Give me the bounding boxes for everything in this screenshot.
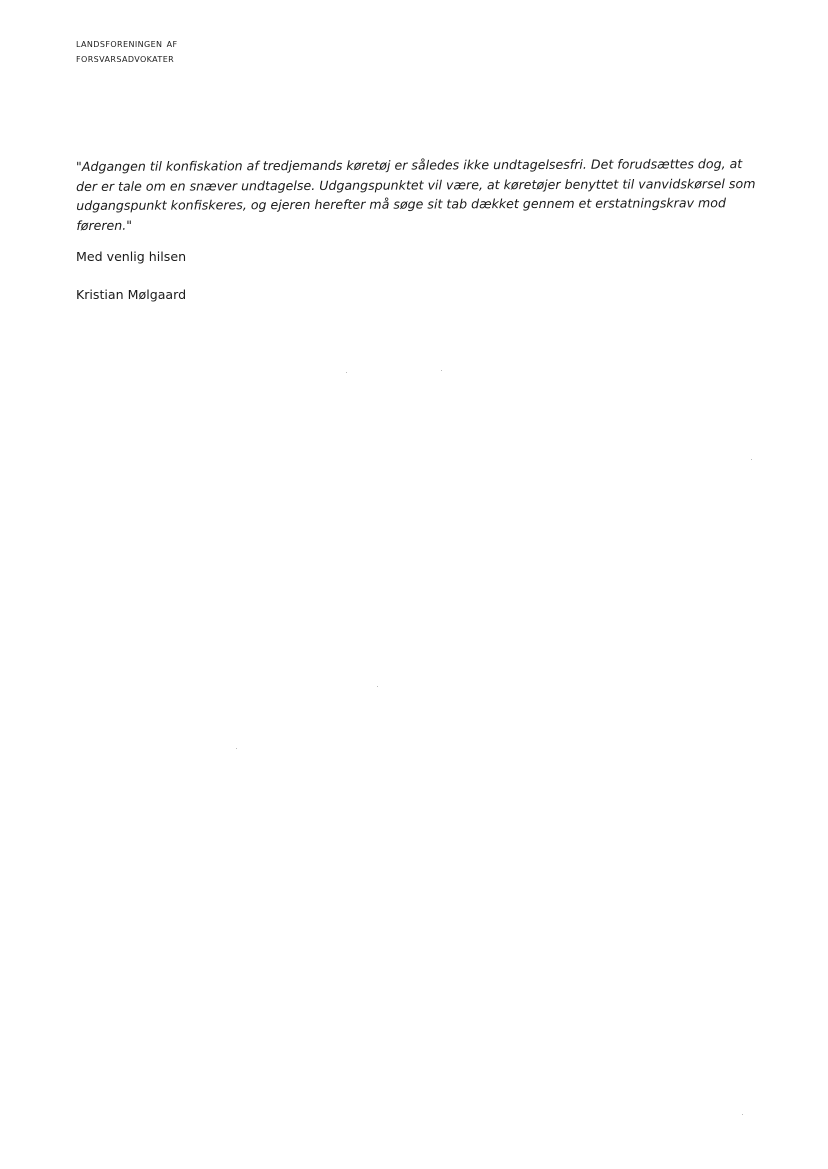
scan-speck: [346, 372, 347, 373]
scan-speck: [751, 459, 752, 460]
scan-speck: [236, 748, 237, 749]
scan-speck: [742, 1114, 743, 1115]
letterhead: [76, 36, 178, 66]
quoted-paragraph: "Adgangen til konfiskation af tredjemands køretøj er således ikke undtagelsesfri. Det forudsættes dog, at der er tale om en snæver undtagelse. Udgangspunktet vil være, at køretøjer benyttet til vanvidskørsel som udgangspunkt konfiskeres, og ejeren herefter må søge sit tab dækket gennem et erstatningskrav mod føreren.": [76, 156, 756, 233]
signatory-name: Kristian Mølgaard: [76, 287, 187, 302]
letterhead-line-1: landsforeningen af: [76, 36, 178, 50]
scan-speck: [441, 370, 442, 371]
closing-greeting: Med venlig hilsen: [76, 249, 187, 264]
scan-speck: [377, 686, 378, 687]
letterhead-line-2: forsvarsadvokater: [76, 51, 175, 65]
